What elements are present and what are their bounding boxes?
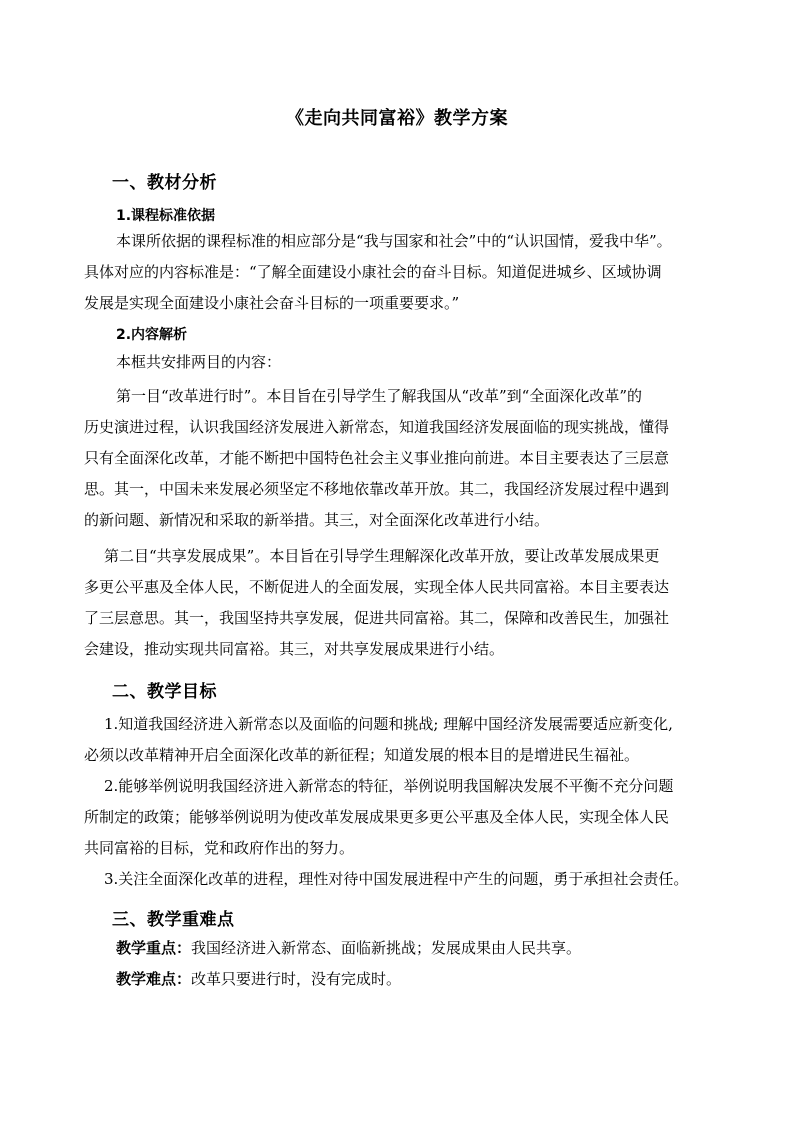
goal-item-line: 所制定的政策；能够举例说明为使改革发展成果更多更公平惠及全体人民，实现全体人民 [84,808,670,826]
goal-item-line: 2.能够举例说明我国经济进入新常态的特征，举例说明我国解决发展不平衡不充分问题 [104,777,674,795]
paragraph-line: 会建设，推动实现共同富裕。其三，对共享发展成果进行小结。 [84,640,505,658]
paragraph-line: 了三层意思。其一，我国坚持共享发展，促进共同富裕。其二，保障和改善民生，加强社 [84,609,670,627]
goal-item-line: 必须以改革精神开启全面深化改革的新征程；知道发展的根本目的是增进民生福祉。 [84,746,640,764]
difficult-point-label: 教学难点： [116,970,192,988]
paragraph-line: 只有全面深化改革，才能不断把中国特色社会主义事业推向前进。本目主要表达了三层意 [84,449,670,467]
key-point-line [116,938,581,958]
paragraph-line: 本框共安排两目的内容： [116,353,282,371]
goal-item-line: 3.关注全面深化改革的进程，理性对待中国发展进程中产生的问题，勇于承担社会责任。 [104,870,689,888]
goal-item-line: 1.知道我国经济进入新常态以及面临的问题和挑战; 理解中国经济发展需要适应新变化, [104,715,673,733]
paragraph-line: 具体对应的内容标准是：“了解全面建设小康社会的奋斗目标。知道促进城乡、区域协调 [84,263,662,281]
paragraph-line: 发展是实现全面建设小康社会奋斗目标的一项重要要求。” [84,294,460,312]
subheading-content-analysis: 2.内容解析 [116,327,188,343]
subheading-curriculum-standard: 1.课程标准依据 [116,208,216,224]
section-heading-teaching-goals: 二、教学目标 [112,682,217,702]
paragraph-line: 第一目“改革进行时”。本目旨在引导学生了解我国从“改革”到“全面深化改革”的 [116,387,643,405]
key-point-text: 我国经济进入新常态、面临新挑战；发展成果由人民共享。 [191,939,582,957]
section-heading-textbook-analysis: 一、教材分析 [112,173,217,193]
key-point-label: 教学重点： [116,939,192,957]
document-title: 《走向共同富裕》教学方案 [286,108,508,129]
difficult-point-text: 改革只要进行时，没有完成时。 [191,970,402,988]
paragraph-line: 多更公平惠及全体人民，不断促进人的全面发展，实现全体人民共同富裕。本目主要表达 [84,578,670,596]
difficult-point-line [116,969,401,989]
paragraph-line: 第二目“共享发展成果”。本目旨在引导学生理解深化改革开放，要让改革发展成果更 [104,547,660,565]
paragraph-line: 本课所依据的课程标准的相应部分是“我与国家和社会”中的“认识国情，爱我中华”。 [116,232,672,250]
paragraph-line: 的新问题、新情况和采取的新举措。其三，对全面深化改革进行小结。 [84,511,550,529]
paragraph-line: 历史演进过程，认识我国经济发展进入新常态，知道我国经济发展面临的现实挑战，懂得 [84,418,670,436]
goal-item-line: 共同富裕的目标，党和政府作出的努力。 [84,839,355,857]
section-heading-key-difficult-points: 三、教学重难点 [112,910,235,930]
paragraph-line: 思。其一，中国未来发展必须坚定不移地依靠改革开放。其二，我国经济发展过程中遇到 [84,480,670,498]
